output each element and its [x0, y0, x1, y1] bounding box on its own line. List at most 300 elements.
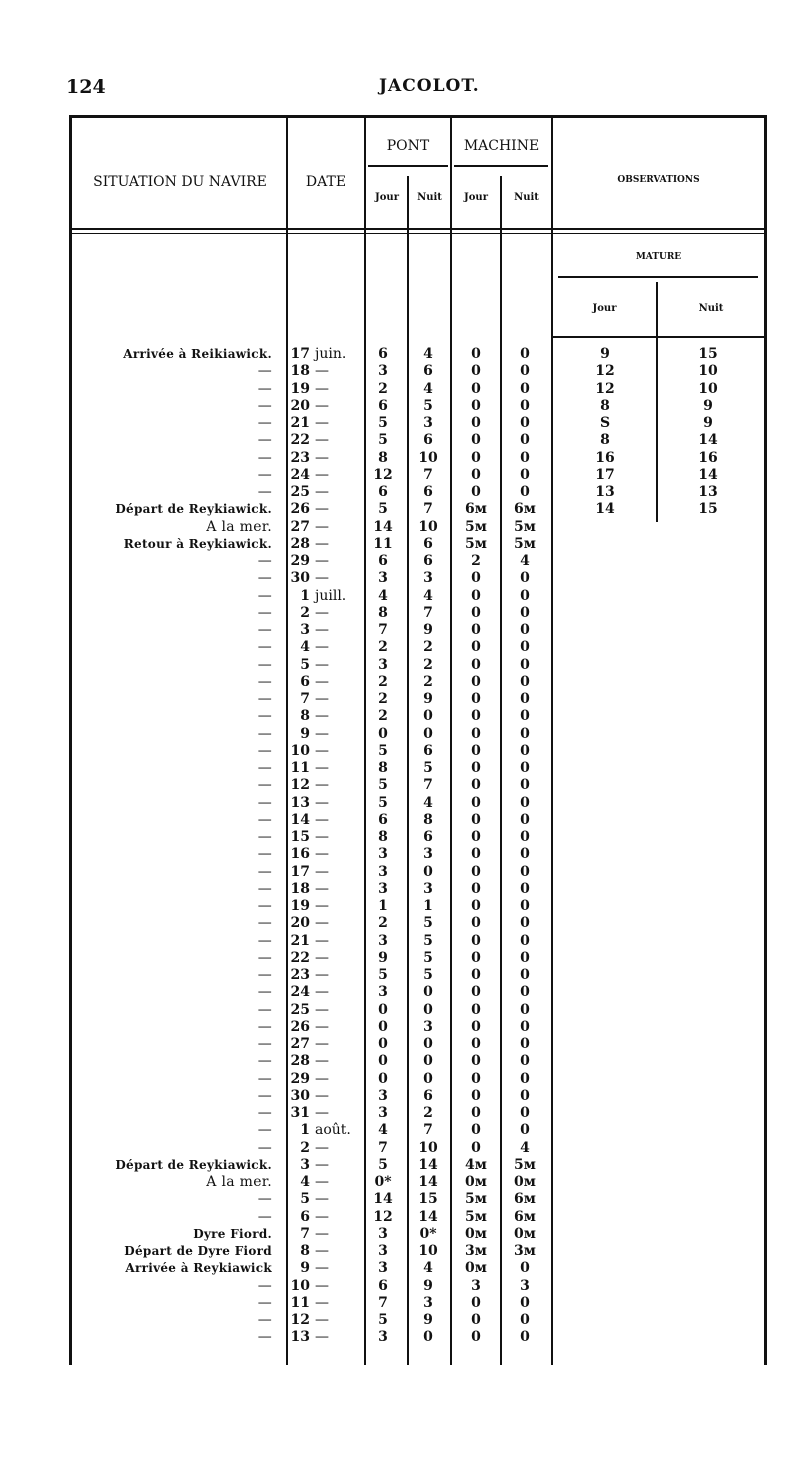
situation-cell: — [257, 484, 272, 500]
pont-nuit-cell: 7 [423, 1122, 433, 1139]
pont-jour-cell: 0 [378, 1070, 388, 1087]
pont-nuit-cell: 5 [423, 932, 433, 949]
day-cell: 29 [290, 1070, 310, 1087]
table-row [0, 950, 800, 967]
month-cell: — [315, 811, 329, 828]
situation-cell: — [257, 587, 272, 604]
table-row [0, 501, 800, 518]
day-cell: 22 [290, 949, 310, 966]
situation-cell: — [257, 673, 272, 690]
pont-jour-cell: 3 [378, 1329, 388, 1346]
machine-jour-cell: 0 [471, 777, 481, 794]
machine-nuit-cell: 0 [520, 1312, 530, 1328]
machine-nuit-cell: 0 [520, 863, 530, 880]
machine-nuit-cell: 0 [520, 346, 530, 362]
day-cell: 18 [290, 363, 310, 380]
machine-jour-cell: 5м [465, 518, 487, 535]
day-cell: 21 [290, 932, 310, 949]
machine-nuit-cell: 0 [520, 1087, 530, 1104]
situation-cell: — [257, 1018, 272, 1035]
table-row [0, 1002, 800, 1019]
pont-jour-cell: 11 [373, 535, 393, 552]
pont-jour-cell: 6 [378, 811, 388, 828]
table-row [0, 726, 800, 743]
mature-jour-cell: 14 [595, 501, 615, 518]
pont-jour-cell: 6 [378, 553, 388, 569]
header-machine-jour: Jour [464, 192, 488, 203]
day-cell: 22 [290, 432, 310, 449]
running-head: JACOLOT. [379, 76, 480, 96]
pont-nuit-cell: 6 [423, 553, 433, 569]
mature-nuit-cell: 10 [698, 380, 718, 397]
pont-nuit-cell: 14 [418, 1174, 438, 1190]
pont-jour-cell: 5 [378, 501, 388, 518]
table-row [0, 536, 800, 553]
pont-jour-cell: 3 [378, 656, 388, 673]
month-cell: — [315, 777, 329, 794]
day-cell: 14 [290, 811, 310, 828]
machine-nuit-cell: 0 [520, 794, 530, 811]
machine-nuit-cell: 0 [520, 1018, 530, 1035]
pont-jour-cell: 6 [378, 1277, 388, 1294]
mature-nuit-cell: 15 [698, 501, 718, 518]
machine-jour-cell: 0 [471, 346, 481, 362]
table-row [0, 1226, 800, 1243]
situation-cell: — [257, 639, 272, 656]
machine-nuit-cell: 0 [520, 880, 530, 897]
mature-nuit-cell: 13 [698, 484, 718, 500]
month-cell: — [315, 846, 329, 863]
machine-jour-cell: 0м [465, 1225, 487, 1242]
machine-nuit-cell: 0 [520, 587, 530, 604]
day-cell: 20 [290, 915, 310, 932]
machine-jour-cell: 0 [471, 604, 481, 621]
mature-jour-cell: 9 [600, 346, 610, 362]
machine-nuit-cell: 0 [520, 604, 530, 621]
machine-jour-cell: 2 [471, 553, 481, 569]
month-cell: — [315, 639, 329, 656]
machine-jour-cell: 4м [465, 1156, 487, 1173]
machine-nuit-cell: 0 [520, 1329, 530, 1346]
mature-nuit-cell: 9 [703, 415, 713, 431]
month-cell: — [315, 1277, 329, 1294]
situation-cell: — [257, 570, 272, 587]
pont-nuit-cell: 1 [423, 898, 433, 914]
day-cell: 12 [290, 1312, 310, 1328]
pont-nuit-cell: 0 [423, 708, 433, 725]
machine-nuit-cell: 3м [514, 1243, 536, 1259]
machine-nuit-cell: 0 [520, 1070, 530, 1087]
table-row [0, 708, 800, 725]
machine-nuit-cell: 0 [520, 708, 530, 725]
month-cell: — [315, 742, 329, 759]
machine-jour-cell: 0 [471, 725, 481, 742]
situation-cell: — [257, 622, 272, 638]
situation-cell: Départ de Reykiawick. [115, 1157, 272, 1172]
machine-nuit-cell: 0 [520, 1294, 530, 1311]
machine-jour-cell: 0 [471, 811, 481, 828]
pont-jour-cell: 0 [378, 1053, 388, 1070]
machine-nuit-cell: 0 [520, 742, 530, 759]
pont-nuit-cell: 0 [423, 1001, 433, 1018]
table-row [0, 1140, 800, 1157]
situation-cell: — [257, 604, 272, 621]
month-cell: — [315, 915, 329, 932]
table-row [0, 1157, 800, 1174]
machine-nuit-cell: 0 [520, 898, 530, 914]
pont-nuit-cell: 5 [423, 760, 433, 776]
table-row [0, 743, 800, 760]
machine-jour-cell: 0 [471, 880, 481, 897]
machine-nuit-cell: 0 [520, 1053, 530, 1070]
day-cell: 8 [300, 708, 310, 725]
pont-nuit-cell: 3 [423, 1018, 433, 1035]
month-cell: — [315, 415, 329, 431]
situation-cell: — [257, 880, 272, 897]
table-row [0, 829, 800, 846]
table-row [0, 570, 800, 587]
pont-jour-cell: 8 [378, 829, 388, 845]
day-cell: 5 [300, 1191, 310, 1208]
pont-nuit-cell: 6 [423, 535, 433, 552]
pont-nuit-cell: 10 [418, 1243, 438, 1259]
pont-nuit-cell: 6 [423, 829, 433, 845]
table-row [0, 1019, 800, 1036]
machine-jour-cell: 0 [471, 415, 481, 431]
situation-cell: — [257, 1036, 272, 1052]
pont-jour-cell: 3 [378, 846, 388, 863]
machine-jour-cell: 0 [471, 1036, 481, 1052]
table-row [0, 777, 800, 794]
day-cell: 13 [290, 794, 310, 811]
pont-jour-cell: 9 [378, 949, 388, 966]
day-cell: 30 [290, 1087, 310, 1104]
table-row [0, 415, 800, 432]
day-cell: 3 [300, 622, 310, 638]
month-cell: — [315, 518, 329, 535]
day-cell: 25 [290, 1001, 310, 1018]
pont-jour-cell: 3 [378, 363, 388, 380]
situation-cell: Départ de Dyre Fiord [124, 1244, 272, 1258]
table-row [0, 450, 800, 467]
day-cell: 20 [290, 397, 310, 414]
machine-nuit-cell: 6м [514, 1208, 536, 1225]
situation-cell: — [257, 932, 272, 949]
day-cell: 7 [300, 1225, 310, 1242]
machine-nuit-cell: 0 [520, 449, 530, 466]
machine-jour-cell: 0 [471, 570, 481, 587]
pont-jour-cell: 3 [378, 570, 388, 587]
machine-jour-cell: 0 [471, 1139, 481, 1156]
situation-cell: — [257, 760, 272, 776]
machine-jour-cell: 0 [471, 397, 481, 414]
situation-cell: — [257, 898, 272, 914]
pont-nuit-cell: 5 [423, 967, 433, 983]
table-row [0, 795, 800, 812]
mature-nuit-cell: 15 [698, 346, 718, 362]
machine-jour-cell: 0м [465, 1174, 487, 1190]
pont-nuit-cell: 2 [423, 639, 433, 656]
machine-jour-cell: 0 [471, 949, 481, 966]
day-cell: 24 [290, 984, 310, 1001]
machine-jour-cell: 0 [471, 639, 481, 656]
pont-nuit-cell: 2 [423, 1105, 433, 1121]
situation-cell: — [257, 811, 272, 828]
day-cell: 28 [290, 535, 310, 552]
machine-nuit-cell: 5м [514, 1156, 536, 1173]
machine-nuit-cell: 0 [520, 949, 530, 966]
pont-nuit-cell: 3 [423, 1294, 433, 1311]
table-row [0, 398, 800, 415]
machine-jour-cell: 0 [471, 1105, 481, 1121]
mature-jour-cell: 12 [595, 380, 615, 397]
machine-jour-cell: 0 [471, 466, 481, 483]
day-cell: 23 [290, 449, 310, 466]
pont-nuit-cell: 5 [423, 397, 433, 414]
situation-cell: — [257, 863, 272, 880]
machine-nuit-cell: 0 [520, 622, 530, 638]
table-row [0, 484, 800, 501]
header-mature-nuit: Nuit [698, 303, 724, 314]
month-cell: — [315, 1053, 329, 1070]
month-cell: — [315, 1208, 329, 1225]
machine-nuit-cell: 4 [520, 1139, 530, 1156]
machine-nuit-cell: 0 [520, 967, 530, 983]
month-cell: — [315, 1191, 329, 1208]
situation-cell: — [257, 1122, 272, 1139]
machine-nuit-cell: 5м [514, 535, 536, 552]
day-cell: 10 [290, 1277, 310, 1294]
situation-cell: — [257, 742, 272, 759]
situation-cell: A la mer. [206, 1174, 272, 1190]
pont-nuit-cell: 14 [418, 1156, 438, 1173]
machine-nuit-cell: 0 [520, 656, 530, 673]
pont-nuit-cell: 0 [423, 1070, 433, 1087]
pont-nuit-cell: 0 [423, 1329, 433, 1346]
table-row [0, 812, 800, 829]
machine-jour-cell: 0 [471, 898, 481, 914]
day-cell: 3 [300, 1156, 310, 1173]
pont-nuit-cell: 0 [423, 1053, 433, 1070]
machine-nuit-cell: 0 [520, 673, 530, 690]
day-cell: 23 [290, 967, 310, 983]
pont-jour-cell: 3 [378, 1105, 388, 1121]
situation-cell: — [257, 380, 272, 397]
pont-nuit-cell: 6 [423, 742, 433, 759]
header-pont-nuit: Nuit [417, 192, 442, 203]
month-cell: — [315, 535, 329, 552]
machine-nuit-cell: 0 [520, 915, 530, 932]
mature-nuit-cell: 16 [698, 449, 718, 466]
machine-nuit-cell: 0м [514, 1174, 536, 1190]
header-date: DATE [305, 174, 347, 190]
machine-jour-cell: 0 [471, 1018, 481, 1035]
situation-cell: — [257, 1087, 272, 1104]
month-cell: — [315, 725, 329, 742]
day-cell: 24 [290, 466, 310, 483]
pont-jour-cell: 3 [378, 1225, 388, 1242]
pont-jour-cell: 3 [378, 984, 388, 1001]
pont-jour-cell: 2 [378, 915, 388, 932]
pont-nuit-cell: 7 [423, 501, 433, 518]
month-cell: — [315, 932, 329, 949]
situation-cell: — [257, 1312, 272, 1328]
day-cell: 8 [300, 1243, 310, 1259]
machine-jour-cell: 0 [471, 656, 481, 673]
machine-nuit-cell: 0 [520, 984, 530, 1001]
machine-nuit-cell: 3 [520, 1277, 530, 1294]
machine-jour-cell: 0 [471, 1001, 481, 1018]
table-row [0, 933, 800, 950]
mature-header-rule [553, 336, 764, 338]
month-cell: — [315, 1156, 329, 1173]
table-row [0, 1053, 800, 1070]
situation-cell: — [257, 794, 272, 811]
pont-jour-cell: 3 [378, 1087, 388, 1104]
table-row [0, 1122, 800, 1139]
month-cell: — [315, 949, 329, 966]
machine-nuit-cell: 0 [520, 397, 530, 414]
pont-jour-cell: 7 [378, 1139, 388, 1156]
pont-nuit-cell: 14 [418, 1208, 438, 1225]
page-header [66, 76, 766, 100]
situation-cell: — [257, 1191, 272, 1208]
day-cell: 21 [290, 415, 310, 431]
machine-jour-cell: 0 [471, 622, 481, 638]
machine-jour-cell: 0 [471, 984, 481, 1001]
situation-cell: — [257, 1070, 272, 1087]
table-row [0, 588, 800, 605]
table-row [0, 1088, 800, 1105]
mature-jour-cell: 16 [595, 449, 615, 466]
pont-jour-cell: 3 [378, 1260, 388, 1277]
machine-jour-cell: 5м [465, 1191, 487, 1208]
mature-nuit-cell: 14 [698, 466, 718, 483]
pont-nuit-cell: 9 [423, 1312, 433, 1328]
situation-cell: — [257, 466, 272, 483]
machine-nuit-cell: 0 [520, 432, 530, 449]
situation-cell: — [257, 1105, 272, 1121]
month-cell: — [315, 880, 329, 897]
pont-nuit-cell: 4 [423, 380, 433, 397]
situation-cell: — [257, 1208, 272, 1225]
day-cell: 2 [300, 604, 310, 621]
machine-jour-cell: 6м [465, 501, 487, 518]
situation-cell: Arrivée à Reikiawick. [123, 347, 272, 361]
month-cell: — [315, 1225, 329, 1242]
machine-jour-cell: 5м [465, 535, 487, 552]
header-bottom-rule [72, 228, 764, 230]
table-row [0, 691, 800, 708]
day-cell: 4 [300, 639, 310, 656]
machine-jour-cell: 0м [465, 1260, 487, 1277]
day-cell: 28 [290, 1053, 310, 1070]
month-cell: — [315, 967, 329, 983]
table-row [0, 639, 800, 656]
day-cell: 6 [300, 673, 310, 690]
table-row [0, 363, 800, 380]
day-cell: 26 [290, 501, 310, 518]
machine-nuit-cell: 0 [520, 380, 530, 397]
pont-jour-cell: 5 [378, 742, 388, 759]
pont-jour-cell: 0 [378, 1018, 388, 1035]
pont-nuit-cell: 2 [423, 656, 433, 673]
machine-nuit-cell: 6м [514, 501, 536, 518]
day-cell: 30 [290, 570, 310, 587]
month-cell: août. [315, 1122, 351, 1139]
pont-jour-cell: 0 [378, 1036, 388, 1052]
pont-jour-cell: 1 [378, 898, 388, 914]
table-row [0, 898, 800, 915]
machine-jour-cell: 0 [471, 1053, 481, 1070]
pont-jour-cell: 0 [378, 725, 388, 742]
machine-jour-cell: 0 [471, 760, 481, 776]
machine-nuit-cell: 0 [520, 691, 530, 707]
machine-nuit-cell: 0м [514, 1225, 536, 1242]
machine-nuit-cell: 4 [520, 553, 530, 569]
machine-nuit-cell: 0 [520, 725, 530, 742]
table-row [0, 519, 800, 536]
month-cell: — [315, 501, 329, 518]
month-cell: — [315, 432, 329, 449]
machine-nuit-cell: 0 [520, 829, 530, 845]
pont-nuit-cell: 6 [423, 484, 433, 500]
month-cell: — [315, 656, 329, 673]
header-observations: OBSERVATIONS [617, 175, 700, 185]
pont-nuit-cell: 4 [423, 587, 433, 604]
day-cell: 18 [290, 880, 310, 897]
table-row [0, 864, 800, 881]
day-cell: 12 [290, 777, 310, 794]
day-cell: 11 [290, 1294, 310, 1311]
header-pont-jour: Jour [375, 192, 399, 203]
month-cell: — [315, 363, 329, 380]
situation-cell: — [257, 725, 272, 742]
pont-jour-cell: 6 [378, 397, 388, 414]
situation-cell: — [257, 432, 272, 449]
situation-cell: — [257, 1294, 272, 1311]
pont-jour-cell: 2 [378, 673, 388, 690]
day-cell: 31 [290, 1105, 310, 1121]
day-cell: 1 [300, 1122, 310, 1139]
machine-nuit-cell: 0 [520, 1122, 530, 1139]
pont-jour-cell: 8 [378, 449, 388, 466]
table-row [0, 467, 800, 484]
machine-jour-cell: 0 [471, 1329, 481, 1346]
month-cell: — [315, 1260, 329, 1277]
machine-jour-cell: 3м [465, 1243, 487, 1259]
machine-jour-cell: 0 [471, 829, 481, 845]
machine-jour-cell: 0 [471, 484, 481, 500]
month-cell: — [315, 1087, 329, 1104]
header-pont: PONT [386, 138, 430, 154]
table-row [0, 1329, 800, 1346]
pont-jour-cell: 8 [378, 760, 388, 776]
pont-brace [368, 165, 448, 167]
month-cell: — [315, 794, 329, 811]
table-row [0, 984, 800, 1001]
table-row [0, 846, 800, 863]
header-machine-nuit: Nuit [514, 192, 539, 203]
pont-nuit-cell: 0 [423, 863, 433, 880]
table-row [0, 1243, 800, 1260]
pont-jour-cell: 12 [373, 466, 393, 483]
pont-nuit-cell: 0 [423, 1036, 433, 1052]
mature-nuit-cell: 14 [698, 432, 718, 449]
machine-nuit-cell: 0 [520, 1260, 530, 1277]
pont-jour-cell: 3 [378, 1243, 388, 1259]
table-row [0, 1191, 800, 1208]
